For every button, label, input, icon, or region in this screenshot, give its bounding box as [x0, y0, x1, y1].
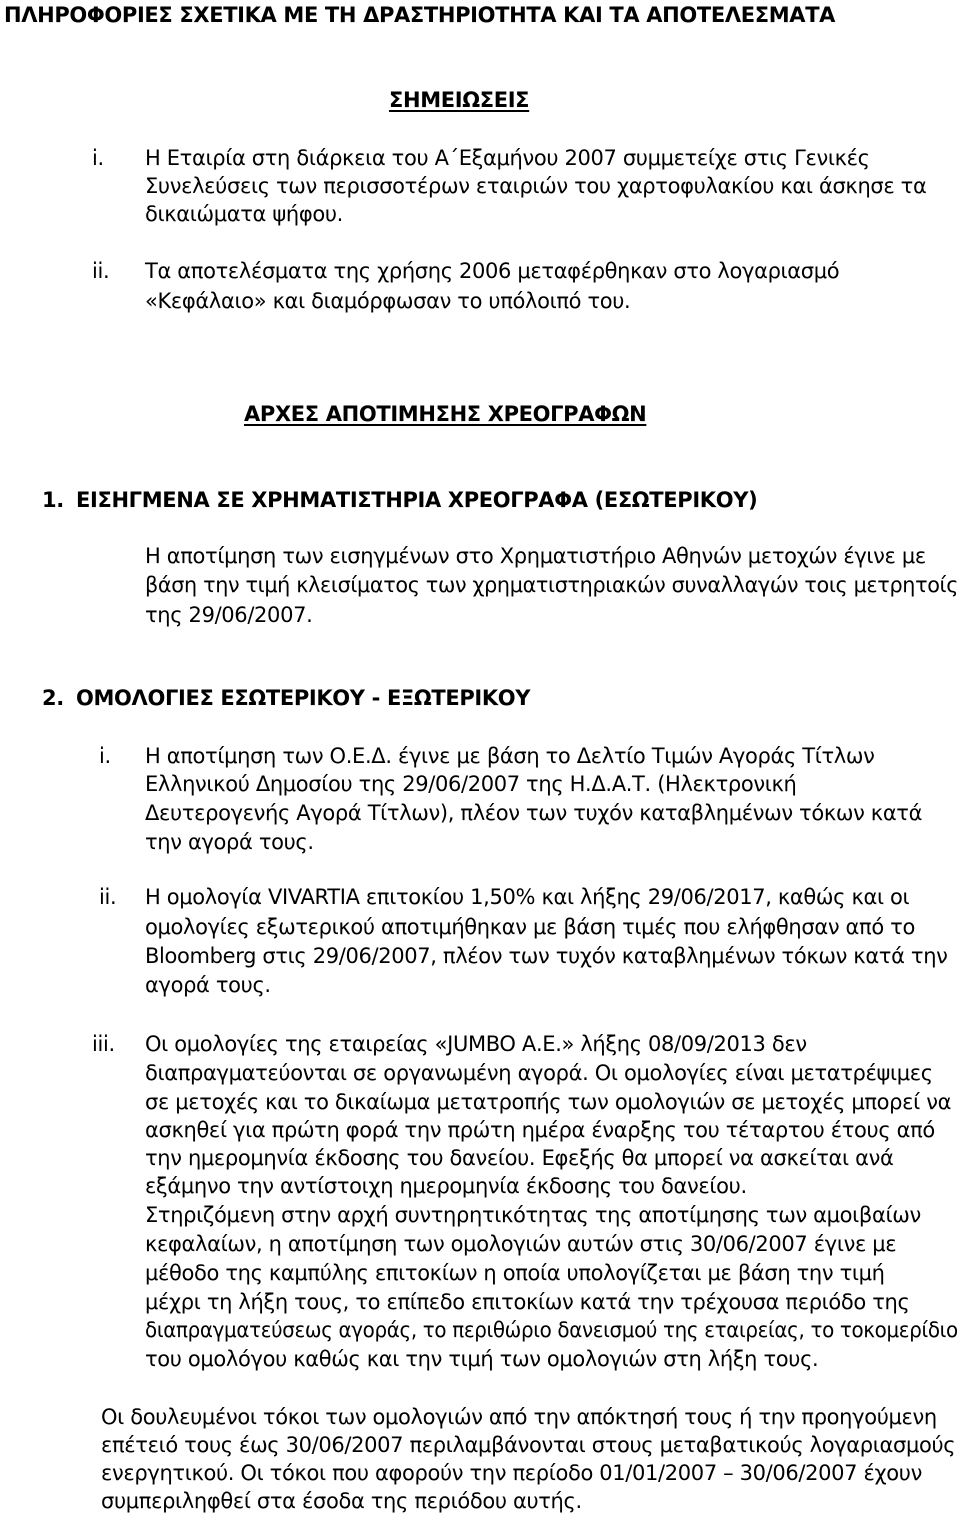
section-2-item-3-line-12: του ομολόγου καθώς και την τιμή των ομολογιών στη λήξη τους. [145, 1347, 819, 1371]
section-2-item-3-line-5: την ημερομηνία έκδοσης του δανείου. Εφεξής θα μπορεί να ασκείται ανά [145, 1146, 894, 1170]
section-2-item-1-line-2: Ελληνικού Δημοσίου της 29/06/2007 της Η.Δ.Α.Τ. (Ηλεκτρονική [145, 772, 797, 796]
section-2-item-2-line-1: Η ομολογία VIVARTIA επιτοκίου 1,50% και λήξης 29/06/2017, καθώς και οι [145, 885, 910, 909]
note-item-1-line-1: Η Εταιρία στη διάρκεια του Α΄Εξαμήνου 2007 συμμετείχε στις Γενικές [145, 146, 870, 170]
valuation-heading: ΑΡΧΕΣ ΑΠΟΤΙΜΗΣΗΣ ΧΡΕΟΓΡΑΦΩΝ [244, 402, 647, 426]
note-item-2-marker: ii. [92, 259, 110, 283]
section-2-item-1-line-3: Δευτερογενής Αγορά Τίτλων), πλέον των τυχόν καταβλημένων τόκων κατά [145, 801, 923, 825]
notes-heading: ΣΗΜΕΙΩΣΕΙΣ [389, 88, 530, 112]
section-2-item-2-line-2: ομολογίες εξωτερικού αποτιμήθηκαν με βάση τιμές που ελήφθησαν από το [145, 915, 915, 939]
note-item-1-line-3: δικαιώματα ψήφου. [145, 202, 343, 226]
section-1-title: ΕΙΣΗΓΜΕΝΑ ΣΕ ΧΡΗΜΑΤΙΣΤΗΡΙΑ ΧΡΕΟΓΡΑΦΑ (ΕΣΩΤΕΡΙΚΟΥ) [76, 488, 758, 512]
section-2-item-2-line-4: αγορά τους. [145, 973, 271, 997]
note-item-1-line-2: Συνελεύσεις των περισσοτέρων εταιριών του χαρτοφυλακίου και άσκησε τα [145, 174, 927, 198]
section-2-item-3-line-3: σε μετοχές και το δικαίωμα μετατροπής των ομολογιών σε μετοχές μπορεί να [145, 1090, 952, 1114]
section-2-item-3-line-4: ασκηθεί για πρώτη φορά την πρώτη ημέρα έναρξης του τέταρτου έτους από [145, 1118, 935, 1142]
section-2-item-3-line-9: μέθοδο της καμπύλης επιτοκίων η οποία υπολογίζεται με βάση την τιμή [145, 1261, 885, 1285]
closing-line-4: συμπεριληφθεί στα έσοδα της περιόδου αυτής. [101, 1489, 582, 1513]
section-2-item-3-line-7: Στηριζόμενη στην αρχή συντηρητικότητας της αποτίμησης των αμοιβαίων [145, 1203, 921, 1227]
section-2-title: ΟΜΟΛΟΓΙΕΣ ΕΣΩΤΕΡΙΚΟΥ - ΕΞΩΤΕΡΙΚΟΥ [76, 686, 531, 710]
section-2-item-3-line-10: μέχρι τη λήξη τους, το επίπεδο επιτοκίων κατά την τρέχουσα περιόδο της [145, 1290, 910, 1314]
note-item-2-line-1: Τα αποτελέσματα της χρήσης 2006 μεταφέρθηκαν στο λογαριασμό [145, 259, 840, 283]
section-2-item-3-line-1: Οι ομολογίες της εταιρείας «JUMBO Α.Ε.» λήξης 08/09/2013 δεν [145, 1032, 807, 1056]
section-1-number: 1. [42, 488, 64, 512]
closing-line-3: ενεργητικού. Οι τόκοι που αφορούν την περίοδο 01/01/2007 – 30/06/2007 έχουν [101, 1461, 922, 1485]
section-2-item-3-line-2: διαπραγματεύονται σε οργανωμένη αγορά. Οι ομολογίες είναι μετατρέψιμες [145, 1061, 933, 1085]
section-2-item-3-marker: iii. [92, 1032, 115, 1056]
section-2-item-1-line-4: την αγορά τους. [145, 830, 314, 854]
section-2-item-3-line-11: διαπραγματεύσεως αγοράς, το περιθώριο δανεισμού της εταιρείας, το τοκομερίδιο [145, 1318, 958, 1342]
page-title: ΠΛΗΡΟΦΟΡΙΕΣ ΣΧΕΤΙΚΑ ΜΕ ΤΗ ΔΡΑΣΤΗΡΙΟΤΗΤΑ ΚΑΙ ΤΑ ΑΠΟΤΕΛΕΣΜΑΤΑ [4, 3, 836, 27]
section-2-item-2-marker: ii. [99, 885, 117, 909]
section-2-item-2-line-3: Bloomberg στις 29/06/2007, πλέον των τυχόν καταβλημένων τόκων κατά την [145, 944, 948, 968]
section-1-line-2: βάση την τιμή κλεισίματος των χρηματιστηριακών συναλλαγών τοις μετρητοίς [145, 573, 959, 597]
section-2-item-1-line-1: Η αποτίμηση των Ο.Ε.Δ. έγινε με βάση το Δελτίο Τιμών Αγοράς Τίτλων [145, 744, 875, 768]
note-item-2-line-2: «Κεφάλαιο» και διαμόρφωσαν το υπόλοιπό του. [145, 289, 631, 313]
note-item-1-marker: i. [92, 146, 104, 170]
closing-line-2: επέτειό τους έως 30/06/2007 περιλαμβάνονται στους μεταβατικούς λογαριασμούς [101, 1433, 956, 1457]
section-2-item-3-line-6: εξάμηνο την αντίστοιχη ημερομηνία έκδοσης του δανείου. [145, 1174, 747, 1198]
section-2-number: 2. [42, 686, 64, 710]
section-1-line-1: Η αποτίμηση των εισηγμένων στο Χρηματιστήριο Αθηνών μετοχών έγινε με [145, 544, 926, 568]
section-2-item-1-marker: i. [99, 744, 111, 768]
closing-line-1: Οι δουλευμένοι τόκοι των ομολογιών από την απόκτησή τους ή την προηγούμενη [101, 1405, 937, 1429]
section-1-line-3: της 29/06/2007. [145, 603, 313, 627]
section-2-item-3-line-8: κεφαλαίων, η αποτίμηση των ομολογιών αυτών στις 30/06/2007 έγινε με [145, 1232, 897, 1256]
